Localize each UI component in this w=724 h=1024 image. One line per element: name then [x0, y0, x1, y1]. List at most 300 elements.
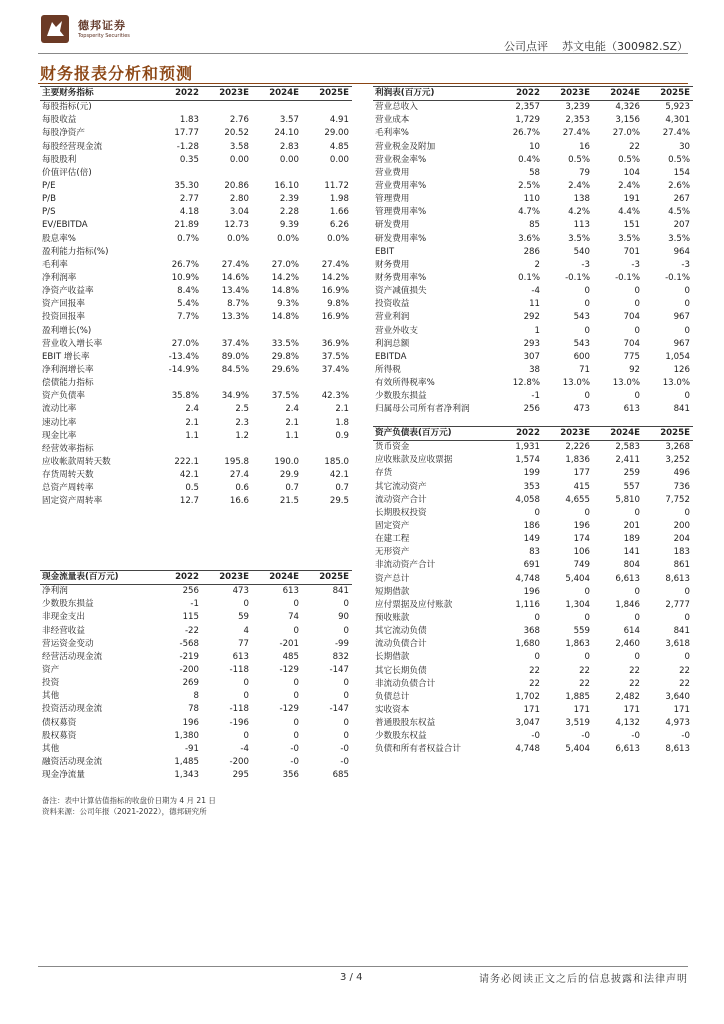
- table-row: [40, 285, 352, 298]
- table-title: 利润表(百万元): [373, 87, 493, 101]
- row-value: 2,583: [615, 442, 640, 453]
- row-value: 42.3%: [321, 391, 349, 402]
- row-value: 22: [529, 678, 540, 689]
- table-row: [40, 377, 352, 390]
- row-value: 3,252: [665, 455, 690, 466]
- row-value: 16.9%: [321, 286, 349, 297]
- row-value: 27.4%: [562, 128, 590, 139]
- row-value: -129: [279, 704, 299, 715]
- row-value: 3.04: [229, 207, 249, 218]
- row-value: 967: [673, 338, 690, 349]
- row-value: 0.00: [329, 154, 349, 165]
- row-value: 0.7: [285, 483, 299, 494]
- row-value: 0: [584, 286, 590, 297]
- row-value: -3: [581, 259, 590, 270]
- row-value: 113: [573, 220, 590, 231]
- row-label: 净利润增长率: [42, 365, 94, 376]
- row-value: 35.30: [174, 181, 199, 192]
- row-value: 92: [629, 365, 640, 376]
- row-value: 4,748: [515, 744, 540, 755]
- row-value: 115: [182, 612, 199, 623]
- row-value: 0: [584, 652, 590, 663]
- row-value: 0: [293, 678, 299, 689]
- row-value: 1.1: [185, 430, 199, 441]
- row-value: 27.4: [229, 470, 249, 481]
- row-label: 其它长期负债: [375, 665, 427, 676]
- row-value: [302, 325, 352, 338]
- row-value: 151: [623, 220, 640, 231]
- row-value: 21.89: [174, 220, 199, 231]
- row-value: -201: [279, 638, 299, 649]
- row-value: 29.00: [324, 128, 349, 139]
- row-value: -0.1%: [565, 273, 590, 284]
- row-value: 543: [573, 312, 590, 323]
- row-value: 473: [232, 586, 249, 597]
- row-value: 4,058: [515, 494, 540, 505]
- row-value: [202, 167, 252, 180]
- row-value: 967: [673, 312, 690, 323]
- row-value: -22: [184, 625, 199, 636]
- row-value: 269: [182, 678, 199, 689]
- row-value: 20.52: [224, 128, 249, 139]
- row-value: 17.77: [174, 128, 199, 139]
- row-value: 1,343: [174, 770, 199, 781]
- row-value: [302, 377, 352, 390]
- table-row: [373, 467, 693, 480]
- row-value: 1: [534, 325, 540, 336]
- row-value: 0: [534, 613, 540, 624]
- row-value: 149: [523, 534, 540, 545]
- row-value: 0: [343, 691, 349, 702]
- row-value: 861: [673, 560, 690, 571]
- row-value: -1: [531, 391, 540, 402]
- row-value: 89.0%: [221, 351, 249, 362]
- row-label: 营业总收入: [375, 102, 418, 113]
- row-value: 613: [623, 404, 640, 415]
- table-row: [373, 665, 693, 678]
- row-label: 盈利增长(%): [42, 325, 92, 336]
- table-row: [373, 691, 693, 704]
- row-value: 3,047: [515, 718, 540, 729]
- row-label: 融资活动现金流: [42, 757, 103, 768]
- row-label: 债权募资: [42, 717, 77, 728]
- row-value: -0.1%: [665, 273, 690, 284]
- row-label: 非流动负债合计: [375, 678, 436, 689]
- row-value: 27.0%: [271, 259, 299, 270]
- row-value: 2,460: [615, 639, 640, 650]
- row-value: 29.5: [329, 496, 349, 507]
- row-value: 16.6: [229, 496, 249, 507]
- row-value: 11.72: [324, 181, 349, 192]
- note-line: 备注：表中计算估值指标的收盘价日期为 4 月 21 日: [42, 796, 216, 805]
- row-value: 16: [579, 141, 590, 152]
- row-value: 415: [573, 481, 590, 492]
- table-row: [373, 154, 693, 167]
- row-value: 256: [182, 586, 199, 597]
- table-row: [40, 430, 352, 443]
- row-value: 2.4: [285, 404, 299, 415]
- row-value: 22: [629, 665, 640, 676]
- row-value: 0.0%: [227, 233, 249, 244]
- row-value: 3,239: [565, 102, 590, 113]
- row-value: 0: [243, 678, 249, 689]
- table-row: [40, 351, 352, 364]
- row-value: [302, 167, 352, 180]
- row-value: 16.10: [274, 181, 299, 192]
- row-label: 资产减值损失: [375, 286, 427, 297]
- row-value: 4.4%: [618, 207, 640, 218]
- row-label: 其他: [42, 691, 60, 702]
- row-value: 4,655: [565, 494, 590, 505]
- row-value: -0: [340, 743, 349, 754]
- row-value: 0: [343, 678, 349, 689]
- row-value: 2,226: [565, 442, 590, 453]
- row-value: -0: [681, 731, 690, 742]
- table-row: [373, 651, 693, 664]
- row-value: [202, 443, 252, 456]
- row-value: 85: [529, 220, 540, 231]
- main-metrics-table: [40, 86, 352, 509]
- row-value: 154: [673, 167, 690, 178]
- row-value: 267: [673, 194, 690, 205]
- row-value: 2,777: [665, 599, 690, 610]
- table-row: [373, 219, 693, 232]
- row-value: 286: [523, 246, 540, 257]
- row-value: 307: [523, 351, 540, 362]
- row-value: 1,380: [174, 730, 199, 741]
- row-value: [252, 325, 302, 338]
- row-value: 353: [523, 481, 540, 492]
- row-value: 9.8%: [327, 299, 349, 310]
- row-value: 1,680: [515, 639, 540, 650]
- table-row: [40, 311, 352, 324]
- row-value: 35.8%: [171, 391, 199, 402]
- table-row: [40, 417, 352, 430]
- row-value: 37.5%: [271, 391, 299, 402]
- row-value: 0.5: [185, 483, 199, 494]
- table-row: [40, 114, 352, 127]
- row-value: -118: [229, 704, 249, 715]
- table-row: [373, 533, 693, 546]
- row-label: 资产总计: [375, 573, 410, 584]
- row-value: 26.7%: [512, 128, 540, 139]
- row-value: 36.9%: [321, 338, 349, 349]
- table-row: [40, 259, 352, 272]
- table-title: 现金流量表(百万元): [40, 571, 152, 585]
- table-row: [40, 664, 352, 677]
- row-value: 33.5%: [271, 338, 299, 349]
- row-value: 12.8%: [512, 378, 540, 389]
- table-row: [373, 193, 693, 206]
- row-value: 37.5%: [321, 351, 349, 362]
- row-value: 704: [623, 338, 640, 349]
- table-row: [373, 546, 693, 559]
- row-value: 2.3: [235, 417, 249, 428]
- row-value: 20.86: [224, 181, 249, 192]
- row-label: 固定资产周转率: [42, 496, 103, 507]
- company-name: 苏文电能（300982.SZ）: [561, 40, 688, 53]
- year-header: 2022: [152, 87, 202, 101]
- row-value: 14.6%: [221, 273, 249, 284]
- row-value: [302, 443, 352, 456]
- row-value: -14.9%: [168, 365, 199, 376]
- row-value: 485: [282, 651, 299, 662]
- row-value: -0: [290, 757, 299, 768]
- row-value: 1,304: [565, 599, 590, 610]
- year-header: 2022: [493, 87, 543, 101]
- row-value: 201: [623, 521, 640, 532]
- row-value: 0: [343, 625, 349, 636]
- row-value: -196: [229, 717, 249, 728]
- row-value: 38: [529, 365, 540, 376]
- table-title: 资产负债表(百万元): [373, 427, 493, 441]
- row-value: 1,729: [515, 115, 540, 126]
- row-value: 24.10: [274, 128, 299, 139]
- row-value: 1.8: [335, 417, 349, 428]
- row-label: P/E: [42, 181, 56, 192]
- row-value: 3,156: [615, 115, 640, 126]
- row-value: 0: [343, 730, 349, 741]
- row-value: 3,268: [665, 442, 690, 453]
- row-value: 2.1: [335, 404, 349, 415]
- row-value: 171: [523, 705, 540, 716]
- row-value: 8,613: [665, 573, 690, 584]
- row-value: 71: [579, 365, 590, 376]
- row-value: 191: [623, 194, 640, 205]
- logo-mark-icon: [40, 14, 70, 44]
- row-value: 83: [529, 547, 540, 558]
- row-label: 每股净资产: [42, 128, 85, 139]
- row-value: [302, 246, 352, 259]
- table-row: [373, 101, 693, 115]
- row-value: 0.5%: [618, 154, 640, 165]
- row-label: 归属母公司所有者净利润: [375, 404, 470, 415]
- row-label: 营业成本: [375, 115, 410, 126]
- row-value: 736: [673, 481, 690, 492]
- table-row: [40, 338, 352, 351]
- row-value: 0: [684, 507, 690, 518]
- table-row: [373, 285, 693, 298]
- row-value: 3.57: [279, 115, 299, 126]
- row-value: 27.4%: [221, 259, 249, 270]
- cash-flow-table: [40, 570, 352, 782]
- table-row: [40, 403, 352, 416]
- row-value: 1.66: [329, 207, 349, 218]
- table-row: [373, 599, 693, 612]
- row-value: 8: [193, 691, 199, 702]
- row-value: 13.3%: [221, 312, 249, 323]
- row-value: 1,836: [565, 455, 590, 466]
- row-value: -4: [531, 286, 540, 297]
- row-value: 8.4%: [177, 286, 199, 297]
- row-label: 应收帐款周转天数: [42, 457, 111, 467]
- row-value: 0.35: [179, 154, 199, 165]
- table-row: [40, 743, 352, 756]
- table-row: [373, 494, 693, 507]
- row-value: 2,353: [565, 115, 590, 126]
- table-row: [373, 325, 693, 338]
- row-value: [152, 443, 202, 456]
- row-value: 9.3%: [277, 299, 299, 310]
- row-label: 在建工程: [375, 534, 410, 545]
- row-value: 29.8%: [271, 351, 299, 362]
- row-value: [252, 377, 302, 390]
- row-value: 27.4%: [662, 128, 690, 139]
- row-label: 营业外收支: [375, 325, 418, 336]
- row-value: 27.4%: [321, 259, 349, 270]
- row-value: 256: [523, 404, 540, 415]
- row-value: 199: [523, 468, 540, 479]
- row-value: 5,404: [565, 573, 590, 584]
- row-label: 流动资产合计: [375, 494, 427, 505]
- row-value: 543: [573, 338, 590, 349]
- table-row: [40, 325, 352, 338]
- row-label: 无形资产: [375, 547, 410, 558]
- row-value: 37.4%: [221, 338, 249, 349]
- row-value: [202, 325, 252, 338]
- table-row: [40, 717, 352, 730]
- row-value: -4: [240, 743, 249, 754]
- row-label: 每股指标(元): [42, 102, 92, 113]
- table-row: [40, 703, 352, 716]
- row-value: 141: [623, 547, 640, 558]
- row-label: EBIT 增长率: [42, 351, 90, 362]
- row-value: 356: [282, 770, 299, 781]
- row-value: 0: [634, 391, 640, 402]
- row-value: 195.8: [224, 457, 249, 467]
- row-value: 22: [679, 665, 690, 676]
- row-value: 0: [293, 625, 299, 636]
- row-value: 1,931: [515, 442, 540, 453]
- row-value: 174: [573, 534, 590, 545]
- row-value: 42.1: [179, 470, 199, 481]
- table-row: [373, 114, 693, 127]
- row-value: -200: [229, 757, 249, 768]
- row-label: 现金净流量: [42, 770, 85, 781]
- table-row: [40, 272, 352, 285]
- row-value: 0: [243, 691, 249, 702]
- row-value: -200: [179, 665, 199, 676]
- row-value: 0.7: [335, 483, 349, 494]
- table-header: [373, 87, 693, 101]
- table-row: [373, 743, 693, 756]
- row-value: 1.83: [179, 115, 199, 126]
- report-type: 公司点评: [503, 40, 548, 53]
- row-label: 存货: [375, 468, 393, 479]
- row-value: -219: [179, 651, 199, 662]
- row-value: 79: [579, 167, 590, 178]
- row-label: 少数股东损益: [42, 599, 94, 610]
- row-label: 其他: [42, 743, 60, 754]
- logo-text: 德邦证券: [78, 19, 126, 32]
- row-value: 614: [623, 626, 640, 637]
- table-row: [40, 443, 352, 456]
- row-value: 4: [243, 625, 249, 636]
- row-value: 4.7%: [518, 207, 540, 218]
- row-value: 4,748: [515, 573, 540, 584]
- row-label: 营业收入增长率: [42, 338, 103, 349]
- row-value: 6,613: [615, 573, 640, 584]
- table-row: [40, 611, 352, 624]
- row-value: 0: [684, 613, 690, 624]
- row-value: 1.1: [285, 430, 299, 441]
- row-value: 106: [573, 547, 590, 558]
- row-value: 0.4%: [518, 154, 540, 165]
- row-label: 营运资金变动: [42, 638, 94, 649]
- row-label: 少数股东权益: [375, 731, 427, 742]
- row-label: 实收资本: [375, 705, 410, 716]
- row-label: 营业税金及附加: [375, 141, 436, 152]
- table-row: [373, 704, 693, 717]
- row-value: -568: [179, 638, 199, 649]
- row-value: 200: [673, 521, 690, 532]
- row-value: 2.76: [229, 115, 249, 126]
- row-value: 1,885: [565, 691, 590, 702]
- row-value: 138: [573, 194, 590, 205]
- row-value: 0: [684, 391, 690, 402]
- income-statement-table: [373, 86, 693, 417]
- row-label: 净资产收益率: [42, 286, 94, 297]
- row-value: 473: [573, 404, 590, 415]
- row-value: 0: [684, 299, 690, 310]
- row-value: 0.9: [335, 430, 349, 441]
- row-label: 营业税金率%: [375, 154, 427, 165]
- row-value: 557: [623, 481, 640, 492]
- row-value: 222.1: [174, 457, 199, 467]
- row-value: -118: [229, 665, 249, 676]
- row-label: P/S: [42, 207, 56, 218]
- row-value: [152, 377, 202, 390]
- row-value: -3: [681, 259, 690, 270]
- table-row: [373, 272, 693, 285]
- table-row: [373, 377, 693, 390]
- table-row: [373, 612, 693, 625]
- row-value: 2: [534, 259, 540, 270]
- row-value: 0.7%: [177, 233, 199, 244]
- table-row: [40, 585, 352, 599]
- row-value: 0.0%: [277, 233, 299, 244]
- year-header: 2025E: [643, 87, 693, 101]
- table-header: [40, 87, 352, 101]
- brand-logo: [40, 14, 140, 44]
- row-value: 0: [343, 717, 349, 728]
- row-value: 14.8%: [271, 312, 299, 323]
- row-value: 190.0: [274, 457, 299, 467]
- row-value: 22: [629, 678, 640, 689]
- row-value: 293: [523, 338, 540, 349]
- row-value: 12.73: [224, 220, 249, 231]
- row-label: 非流动资产合计: [375, 560, 436, 571]
- row-value: 559: [573, 626, 590, 637]
- year-header: 2024E: [252, 87, 302, 101]
- row-value: 600: [573, 351, 590, 362]
- row-label: 所得税: [375, 365, 401, 376]
- year-header: 2025E: [302, 87, 352, 101]
- table-row: [40, 154, 352, 167]
- table-row: [40, 651, 352, 664]
- table-row: [40, 482, 352, 495]
- row-value: 4.2%: [568, 207, 590, 218]
- row-label: 流动负债合计: [375, 639, 427, 650]
- row-label: 股息率%: [42, 233, 76, 244]
- row-value: 0: [584, 613, 590, 624]
- table-row: [40, 233, 352, 246]
- row-label: 股权募资: [42, 730, 77, 741]
- row-value: 1,702: [515, 691, 540, 702]
- row-value: 4.18: [179, 207, 199, 218]
- row-value: 2.83: [279, 141, 299, 152]
- year-header: 2024E: [593, 427, 643, 441]
